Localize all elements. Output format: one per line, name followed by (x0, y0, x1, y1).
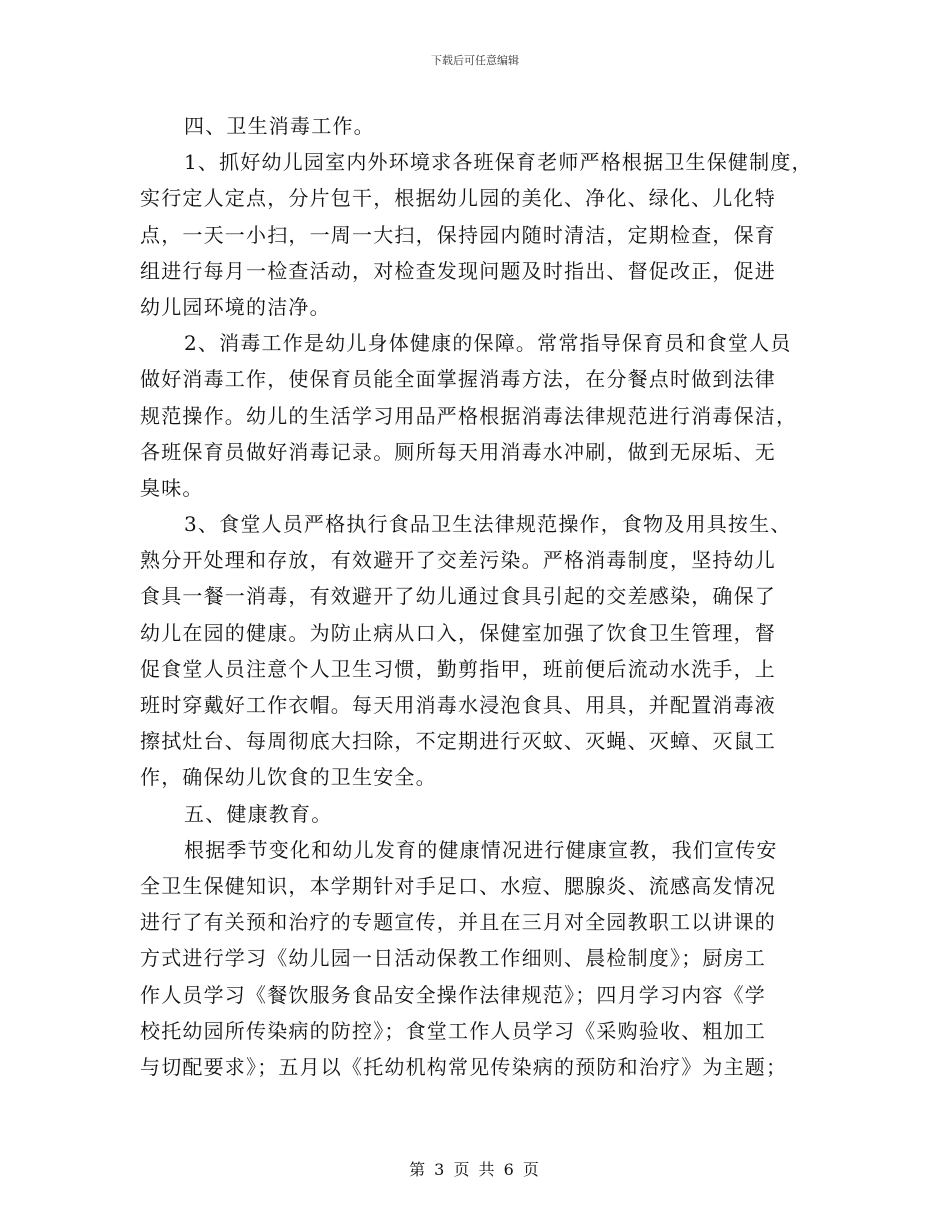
paragraph-line: 点，一天一小扫，一周一大扫，保持园内随时清洁，定期检查，保育 (140, 222, 776, 247)
paragraph-line: 食具一餐一消毒，有效避开了幼儿通过食具引起的交差感染，确保了 (140, 584, 776, 609)
paragraph-line: 规范操作。幼儿的生活学习用品严格根据消毒法律规范进行消毒保洁， (140, 403, 798, 428)
paragraph-line: 作，确保幼儿饮食的卫生安全。 (140, 765, 437, 790)
paragraph-line: 各班保育员做好消毒记录。厕所每天用消毒水冲刷，做到无尿垢、无 (140, 439, 776, 464)
paragraph-line: 幼儿园环境的洁净。 (140, 294, 331, 319)
paragraph-line: 组进行每月一检查活动，对检查发现问题及时指出、督促改正，促进 (140, 258, 776, 283)
paragraph-line: 3、食堂人员严格执行食品卫生法律规范操作，食物及用具按生、 (184, 512, 792, 537)
paragraph-line: 臭味。 (140, 475, 204, 500)
paragraph-line: 校托幼园所传染病的防控》；食堂工作人员学习《采购验收、粗加工 (140, 1018, 766, 1043)
paragraph-line: 熟分开处理和存放，有效避开了交差污染。严格消毒制度，坚持幼儿 (140, 548, 776, 573)
section-heading: 四、卫生消毒工作。 (184, 114, 375, 138)
section-heading: 五、健康教育。 (184, 801, 333, 826)
paragraph-line: 实行定人定点，分片包干，根据幼儿园的美化、净化、绿化、儿化特 (140, 186, 776, 211)
paragraph-line: 1、抓好幼儿园室内外环境求各班保育老师严格根据卫生保健制度， (184, 150, 813, 175)
paragraph-line: 擦拭灶台、每周彻底大扫除，不定期进行灭蚊、灭蝇、灭蟑、灭鼠工 (140, 729, 776, 754)
paragraph-line: 作人员学习《餐饮服务食品安全操作法律规范》；四月学习内容《学 (140, 982, 766, 1007)
paragraph-line: 班时穿戴好工作衣帽。每天用消毒水浸泡食具、用具，并配置消毒液 (140, 693, 776, 717)
document-body (140, 108, 813, 1085)
paragraph-line: 做好消毒工作，使保育员能全面掌握消毒方法，在分餐点时做到法律 (140, 367, 776, 392)
paragraph-line: 促食堂人员注意个人卫生习惯，勤剪指甲，班前便后流动水洗手，上 (140, 656, 776, 681)
paragraph-line: 进行了有关预和治疗的专题宣传，并且在三月对全园教职工以讲课的 (140, 910, 776, 935)
paragraph-line: 2、消毒工作是幼儿身体健康的保障。常常指导保育员和食堂人员 (184, 331, 792, 356)
paragraph-line: 幼儿在园的健康。为防止病从口入，保健室加强了饮食卫生管理，督 (140, 620, 776, 645)
paragraph-line: 与切配要求》；五月以《托幼机构常见传染病的预防和治疗》为主题； (140, 1054, 788, 1079)
page-header: 下载后可任意编辑 (431, 54, 519, 67)
paragraph-line: 方式进行学习《幼儿园一日活动保教工作细则、晨检制度》；厨房工 (140, 946, 766, 971)
page-number: 第 3 页 共 6 页 (409, 1160, 541, 1179)
paragraph-line: 根据季节变化和幼儿发育的健康情况进行健康宣教，我们宣传安 (184, 837, 778, 862)
paragraph-line: 全卫生保健知识，本学期针对手足口、水痘、腮腺炎、流感高发情况 (140, 873, 776, 898)
